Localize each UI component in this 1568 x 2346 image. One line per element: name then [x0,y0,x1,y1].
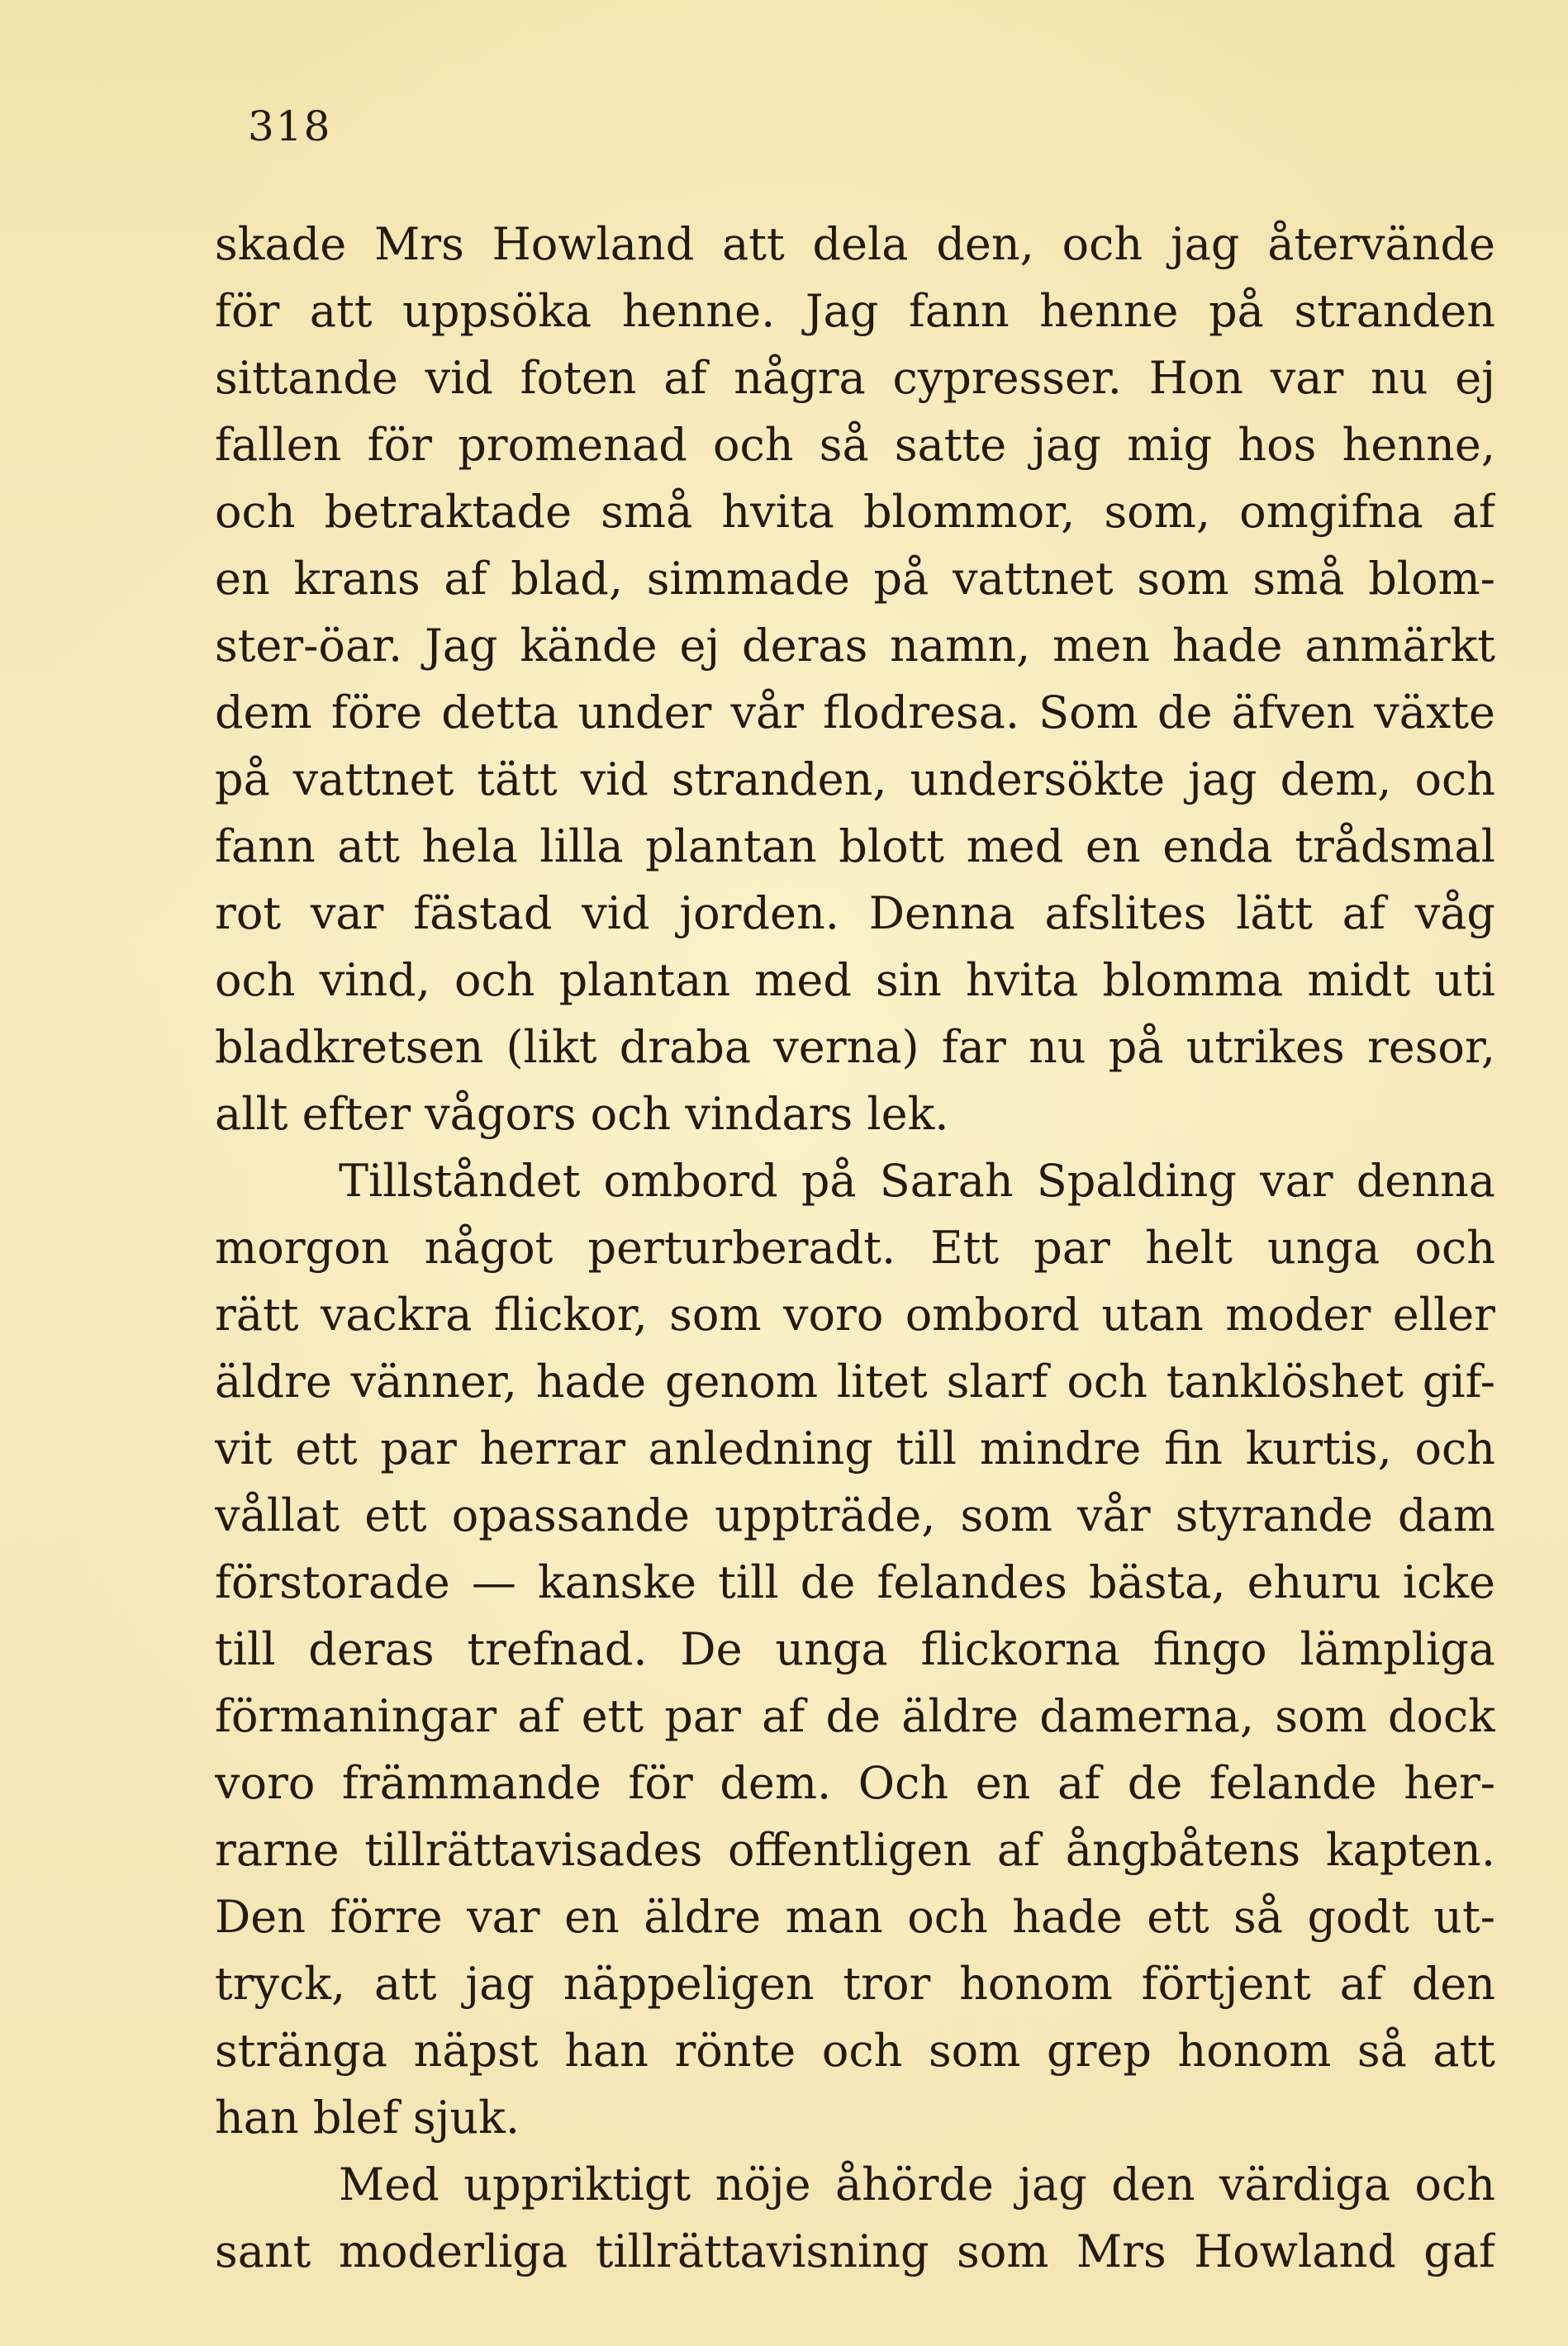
text-line: ster-öar. Jag kände ej deras namn, men hade anmärkt [215,620,1495,672]
text-line: äldre vänner, hade genom litet slarf och tanklöshet gif- [215,1356,1495,1408]
text-line: vit ett par herrar anledning till mindre fin kurtis, och [215,1422,1495,1475]
body-text [215,211,1495,2285]
text-line: tryck, att jag näppeligen tror honom förtjent af den [215,1958,1495,2010]
text-line: på vattnet tätt vid stranden, undersökte jag dem, och [215,753,1495,805]
text-line: allt efter vågors och vindars lek. [215,1088,949,1140]
text-line: Tillståndet ombord på Sarah Spalding var denna [339,1155,1495,1207]
text-line: en krans af blad, simmade på vattnet som små blom- [215,553,1495,605]
text-line: förmaningar af ett par af de äldre damerna, som dock [215,1690,1495,1742]
text-line: och betraktade små hvita blommor, som, omgifna af [215,486,1495,538]
text-line: morgon något perturberadt. Ett par helt unga och [215,1222,1495,1274]
text-line: voro främmande för dem. Och en af de felande her- [215,1757,1495,1809]
text-line: vållat ett opassande uppträde, som vår styrande dam [215,1489,1495,1541]
page-number: 318 [248,102,332,150]
text-line: Den förre var en äldre man och hade ett så godt ut- [215,1891,1495,1943]
text-line: rätt vackra flickor, som voro ombord utan moder eller [215,1289,1495,1341]
text-line: sant moderliga tillrättavisning som Mrs Howland gaf [215,2225,1495,2277]
text-line: förstorade — kanske till de felandes bästa, ehuru icke [215,1556,1495,1608]
text-line: rot var fästad vid jorden. Denna afslites lätt af våg [215,887,1495,939]
text-line: sittande vid foten af några cypresser. Hon var nu ej [215,352,1495,404]
text-line: han blef sjuk. [215,2092,520,2144]
text-line: och vind, och plantan med sin hvita blomma midt uti [215,954,1495,1006]
text-line: dem före detta under vår flodresa. Som de äfven växte [215,686,1495,738]
text-line: skade Mrs Howland att dela den, och jag återvände [215,218,1495,270]
text-line: till deras trefnad. De unga flickorna fingo lämpliga [215,1623,1495,1675]
text-line: stränga näpst han rönte och som grep honom så att [215,2025,1495,2077]
text-line: fallen för promenad och så satte jag mig hos henne, [215,419,1495,471]
text-line: rarne tillrättavisades offentligen af ångbåtens kapten. [215,1824,1495,1876]
text-line: bladkretsen (likt draba verna) far nu på utrikes resor, [215,1021,1495,1073]
text-line: fann att hela lilla plantan blott med en enda trådsmal [215,820,1495,872]
text-line: för att uppsöka henne. Jag fann henne på stranden [215,285,1495,337]
text-line: Med uppriktigt nöje åhörde jag den värdiga och [339,2158,1495,2211]
